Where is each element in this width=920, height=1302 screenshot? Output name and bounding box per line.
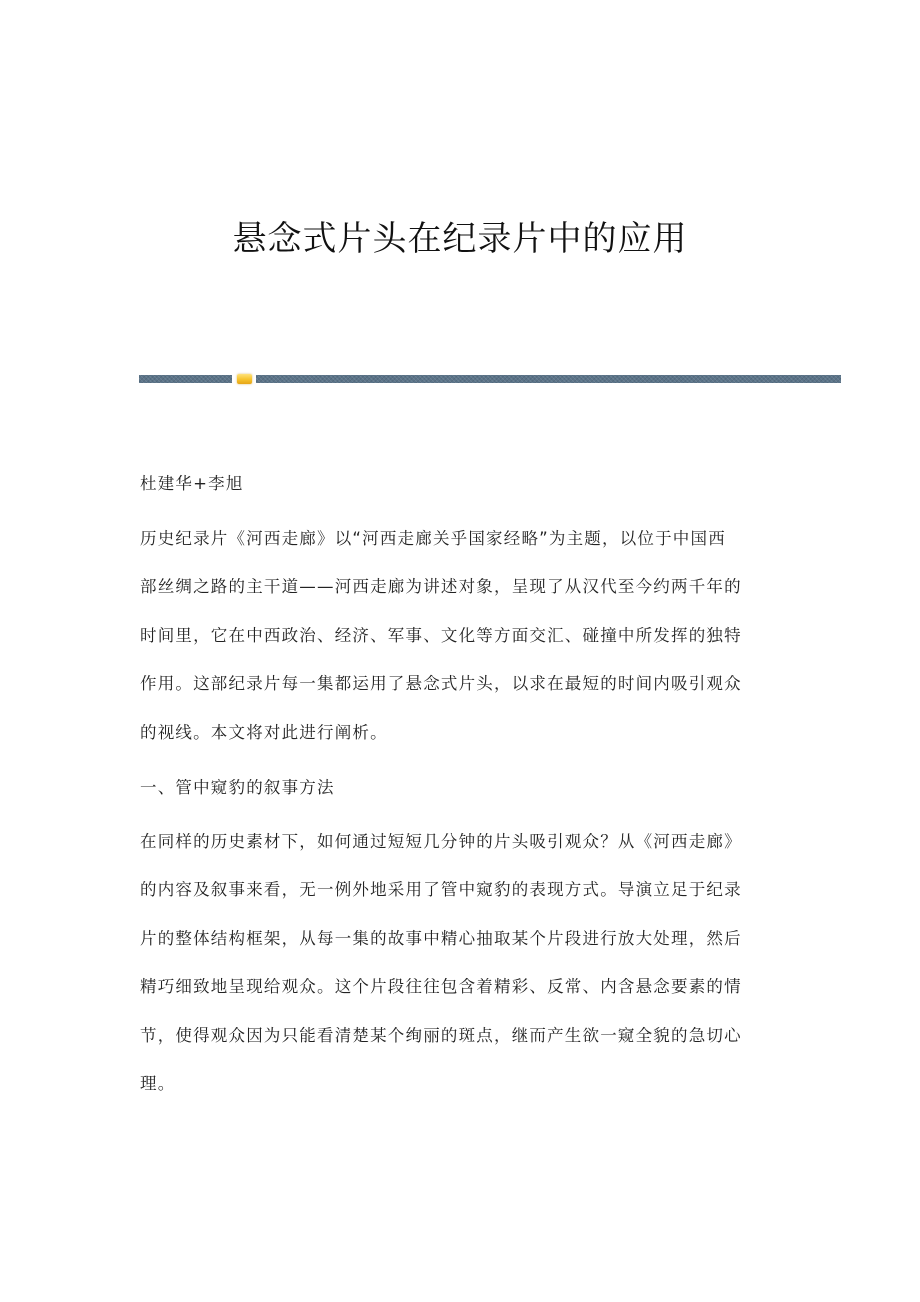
divider-ornament-icon: [237, 374, 252, 384]
intro-paragraph: [140, 527, 780, 769]
paragraph-line: 节，使得观众因为只能看清楚某个绚丽的斑点，继而产生欲一窥全貌的急切心: [140, 1025, 742, 1045]
paragraph-line: 部丝绸之路的主干道——河西走廊为讲述对象，呈现了从汉代至今约两千年的: [140, 577, 742, 597]
divider-bar-right: [256, 375, 841, 383]
paragraph-line: 的视线。本文将对此进行阐析。: [140, 722, 388, 742]
paragraph-line: 精巧细致地呈现给观众。这个片段往往包含着精彩、反常、内含悬念要素的情: [140, 977, 742, 997]
section-paragraph: [140, 830, 780, 1120]
paragraph-line: 理。: [140, 1073, 176, 1093]
paragraph-line: 时间里，它在中西政治、经济、军事、文化等方面交汇、碰撞中所发挥的独特: [140, 625, 742, 645]
author-line: 杜建华+李旭: [140, 474, 244, 493]
paragraph-line: 的内容及叙事来看，无一例外地采用了管中窥豹的表现方式。导演立足于纪录: [140, 880, 742, 900]
paragraph-line: 片的整体结构框架，从每一集的故事中精心抽取某个片段进行放大处理，然后: [140, 928, 742, 948]
paragraph-line: 作用。这部纪录片每一集都运用了悬念式片头，以求在最短的时间内吸引观众: [140, 674, 742, 694]
divider-bar-left: [139, 375, 232, 383]
section-heading: 一、管中窥豹的叙事方法: [140, 778, 335, 797]
paragraph-line: 历史纪录片《河西走廊》以“河西走廊关乎国家经略”为主题，以位于中国西: [140, 529, 726, 548]
title-divider: [139, 374, 841, 384]
paragraph-line: 在同样的历史素材下，如何通过短短几分钟的片头吸引观众？从《河西走廊》: [140, 832, 742, 851]
document-title: 悬念式片头在纪录片中的应用: [232, 219, 688, 259]
